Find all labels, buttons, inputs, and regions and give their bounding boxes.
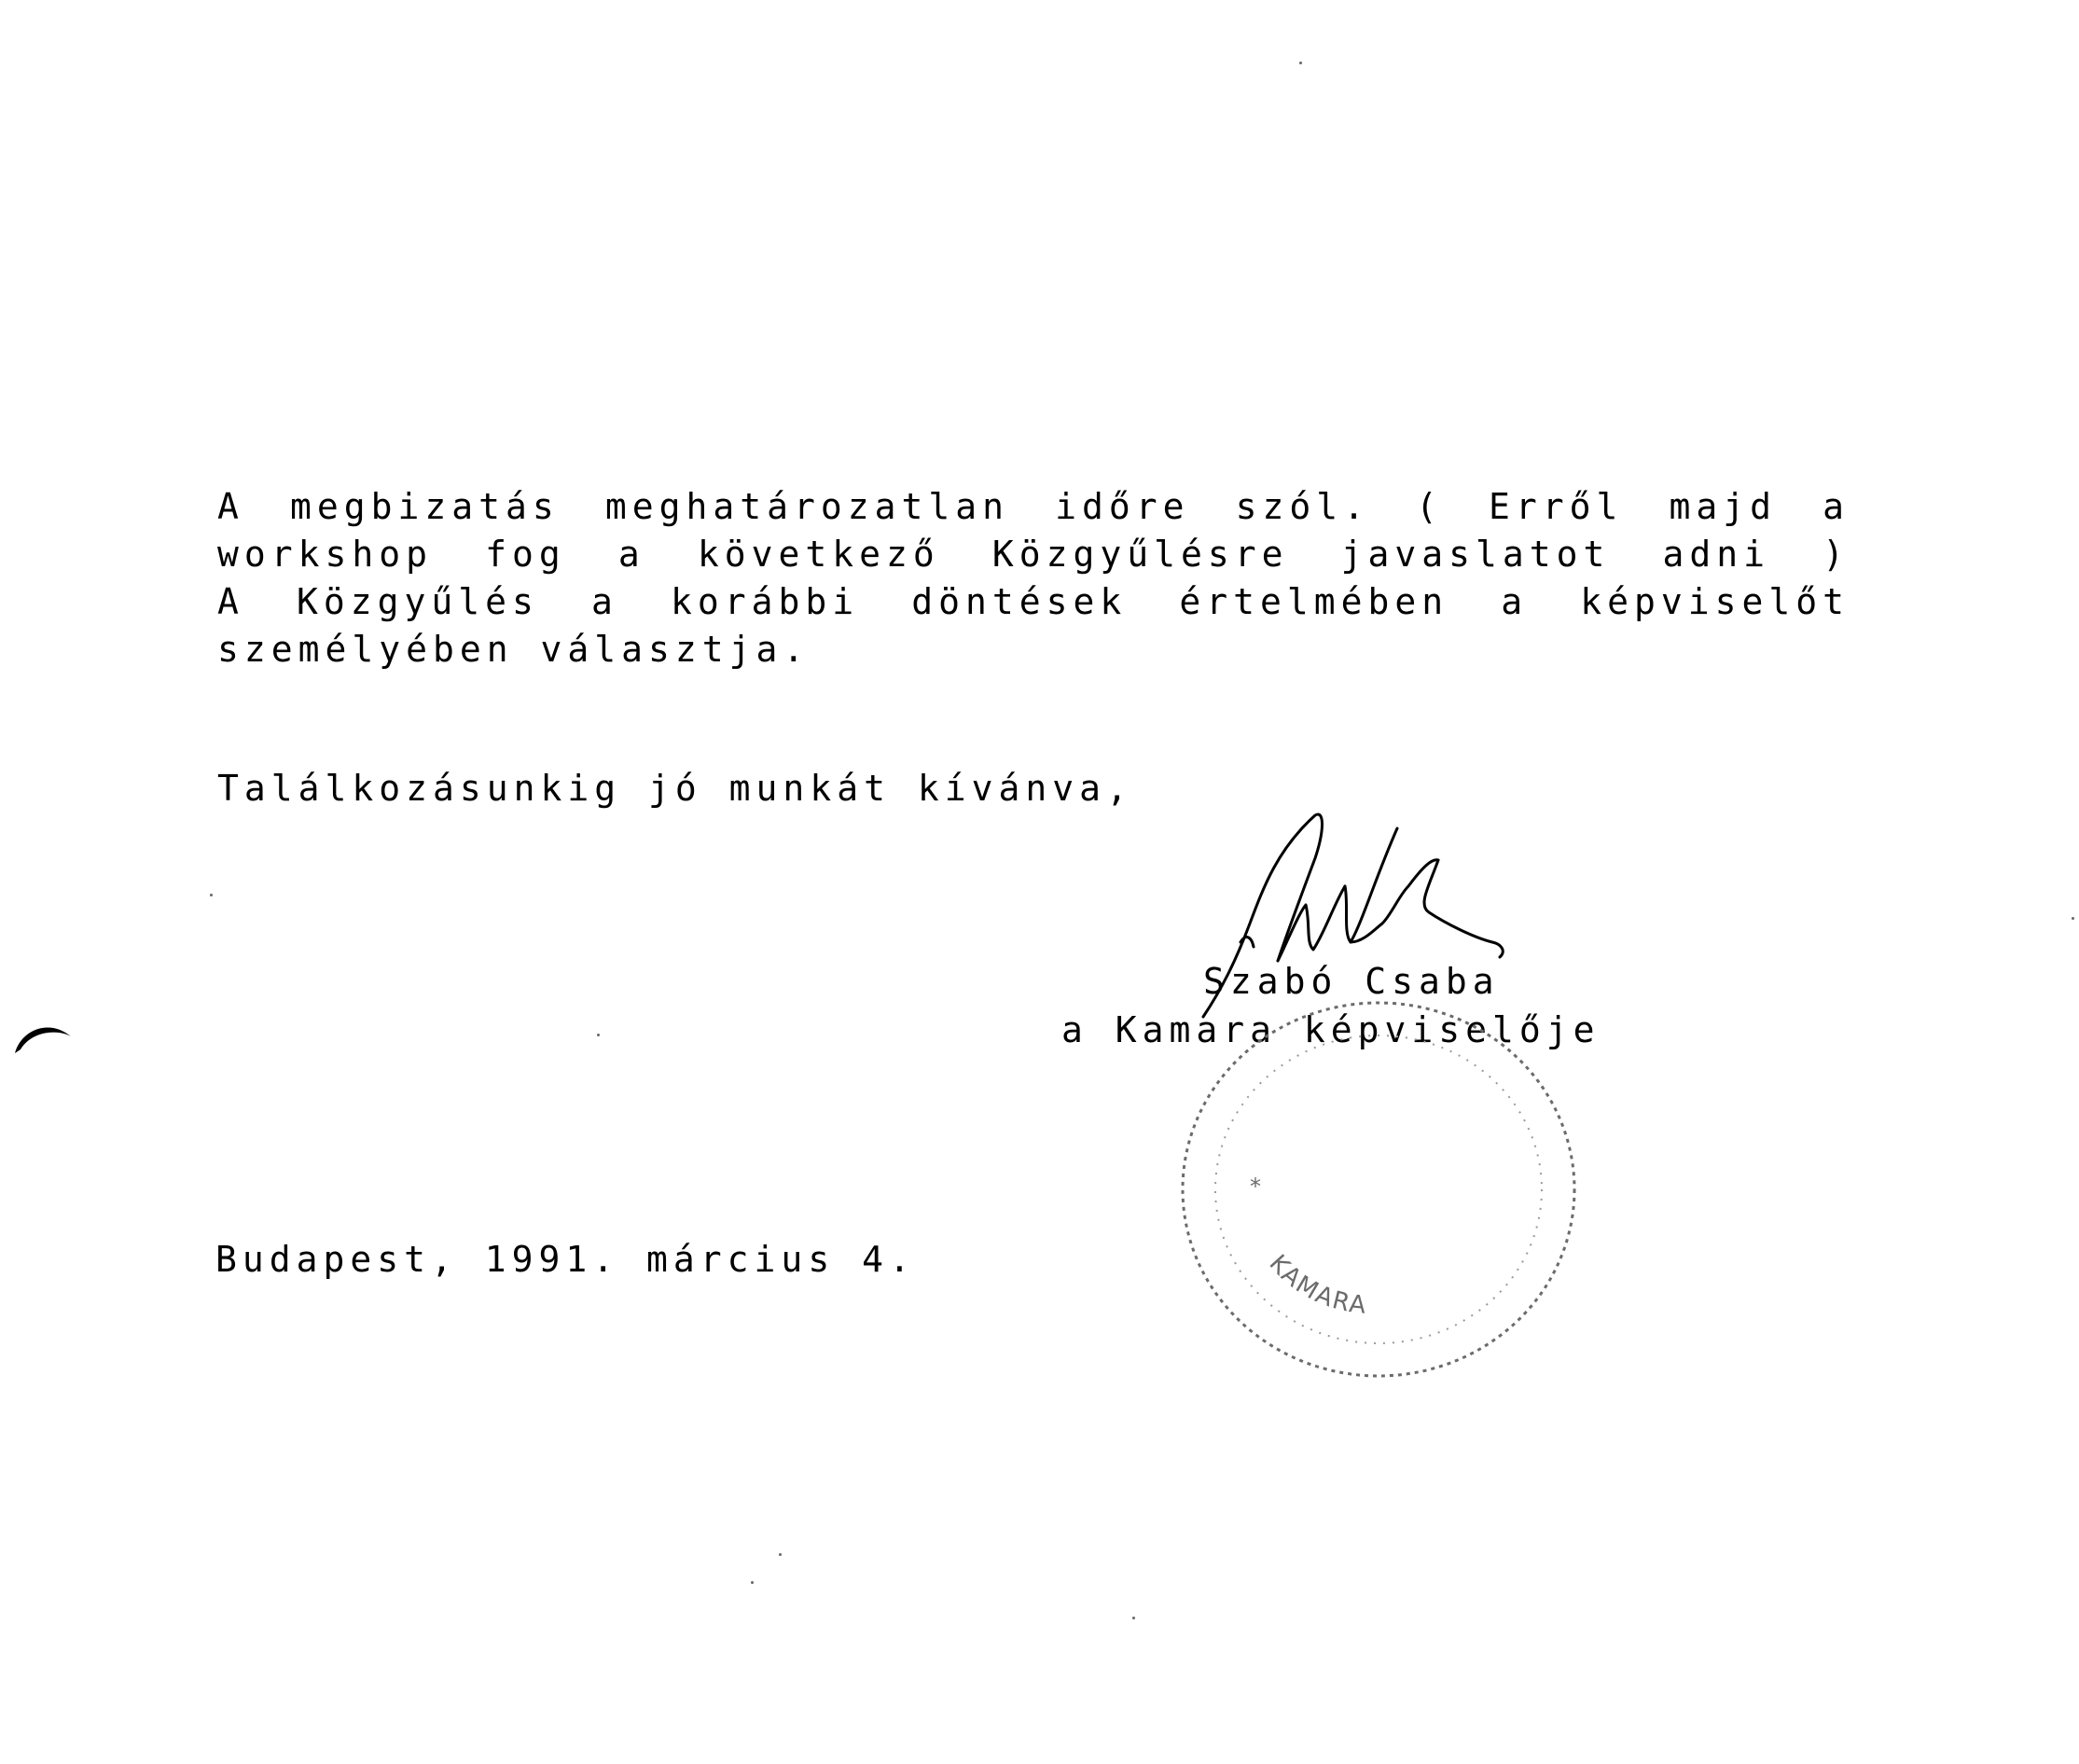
- scan-speck: [1132, 1617, 1135, 1619]
- body-line: A megbizatás meghatározatlan időre szól. ( Erről majd a: [217, 486, 1850, 527]
- body-line: workshop fog a következő Közgyűlésre javaslatot adni ): [217, 534, 1850, 575]
- binding-hole-mark: [11, 1012, 76, 1059]
- signer-title: a Kamara képviselője: [1061, 1009, 1601, 1050]
- stamp-text: KAMARA: [1263, 1249, 1369, 1320]
- scan-speck: [751, 1581, 754, 1584]
- scan-speck: [1299, 62, 1302, 64]
- scan-speck: [779, 1553, 782, 1556]
- body-paragraph: [217, 483, 1850, 674]
- official-stamp: [1166, 984, 1595, 1395]
- signer-name: Szabó Csaba: [1203, 961, 1500, 1002]
- svg-text:*: *: [1250, 1174, 1261, 1200]
- body-line: A Közgyűlés a korábbi döntések értelmében a képviselőt: [217, 581, 1850, 622]
- body-line: személyében választja.: [217, 629, 811, 670]
- scan-speck: [2072, 917, 2074, 920]
- scan-speck: [210, 894, 213, 896]
- closing-line: Találkozásunkig jó munkát kívánva,: [217, 768, 1133, 809]
- place-and-date: Budapest, 1991. március 4.: [215, 1239, 916, 1280]
- scan-speck: [597, 1034, 600, 1036]
